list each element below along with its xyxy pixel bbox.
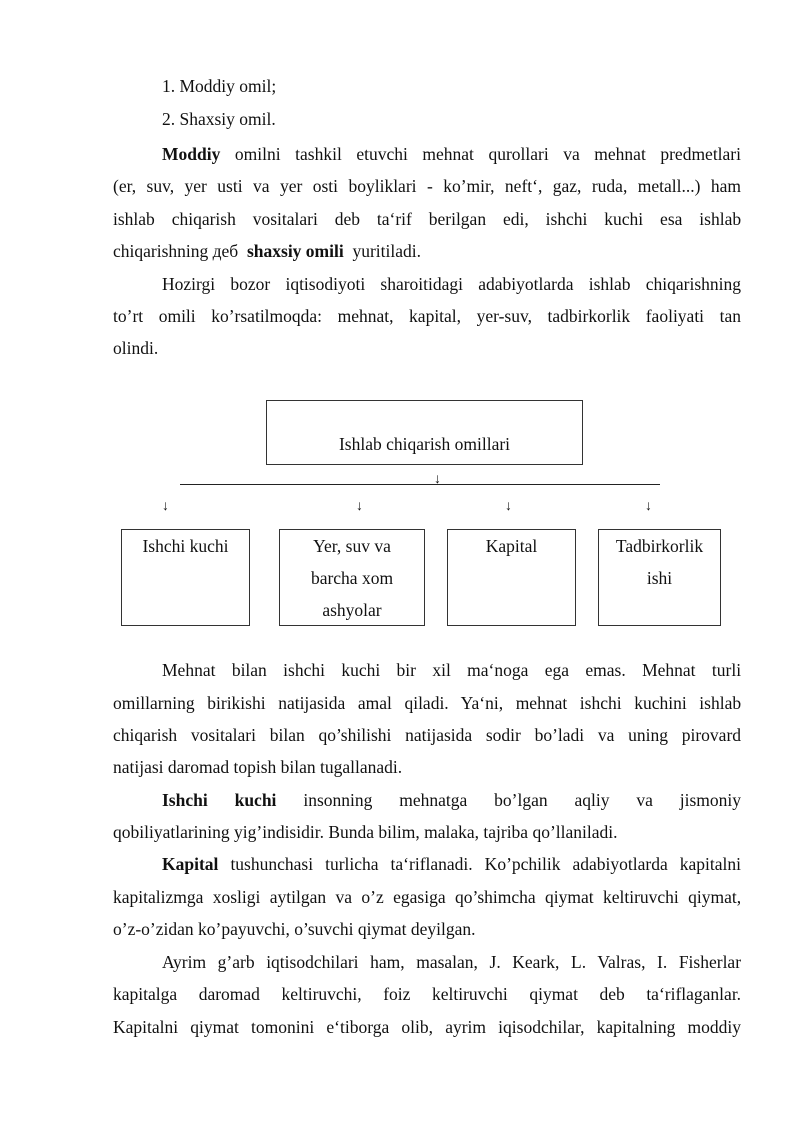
para5-line1 [162, 853, 741, 875]
box-labor-line1: Ishchi kuchi [142, 536, 229, 556]
para1-line3: ishlab chiqarish vositalari deb ta‘rif berilgan edi, ishchi kuchi esa ishlab [113, 209, 742, 229]
diagram-box-labor [121, 529, 250, 626]
para2-line2: to’rt omili ko’rsatilmoqda: mehnat, kapital, yer-suv, tadbirkorlik faoliyati tan [113, 306, 741, 326]
list-item-2: 2. Shaxsiy omil. [162, 109, 276, 129]
para4-bold-term: Ishchi kuchi [162, 790, 277, 810]
diagram-box-capital [447, 529, 576, 626]
para5-bold-term: Kapital [162, 854, 219, 874]
para4-line1-text: insonning mehnatga bo’lgan aqliy va jismoniy [303, 790, 742, 810]
para5-line1-text: tushunchasi turlicha ta‘riflanadi. Ko’pchilik adabiyotlarda kapitalni [230, 854, 741, 874]
para3-line3: chiqarish vositalari bilan qo’shilishi natijasida sodir bo’ladi va uning pirovard [113, 725, 742, 745]
para2-line3: olindi. [113, 338, 159, 358]
para1-line4-post: yuritiladi. [352, 241, 422, 261]
para1-line1 [162, 143, 741, 165]
diagram-root-label: Ishlab chiqarish omillari [338, 434, 511, 454]
para1-line2: (er, suv, yer usti va yer osti boyliklari - ko’mir, neft‘, gaz, ruda, metall...) ham [113, 176, 742, 196]
list-item-1: 1. Moddiy omil; [162, 76, 277, 96]
box-land-line3: ashyolar [322, 600, 382, 620]
box-land-line2: barcha xom [310, 568, 394, 588]
para1-bold-term: Moddiy [162, 144, 221, 164]
diagram-root-arrow: ↓ [434, 472, 441, 487]
para1-line4-bold: shaxsiy omili [246, 241, 344, 261]
arrow-to-box-1: ↓ [162, 499, 169, 514]
diagram-root-box [266, 400, 583, 465]
arrow-to-box-4: ↓ [645, 499, 652, 514]
para3-line4: natijasi daromad topish bilan tugallanadi. [113, 757, 403, 777]
diagram-box-land [279, 529, 425, 626]
para3-line1: Mehnat bilan ishchi kuchi bir xil ma‘noga ega emas. Mehnat turli [162, 660, 742, 680]
arrow-to-box-3: ↓ [505, 499, 512, 514]
para1-line4 [113, 240, 421, 262]
para4-line1 [162, 789, 741, 811]
para1-line1-text: omilni tashkil etuvchi mehnat qurollari va mehnat predmetlari [234, 144, 741, 164]
box-capital-line1: Kapital [485, 536, 538, 556]
box-land-line1: Yer, suv va [313, 536, 391, 556]
box-entrepreneurship-line1: Tadbirkorlik [615, 536, 704, 556]
box-entrepreneurship-line2: ishi [646, 568, 673, 588]
para4-line2: qobiliyatlarining yig’indisidir. Bunda bilim, malaka, tajriba qo’llaniladi. [113, 822, 618, 842]
diagram-connector-line [180, 484, 660, 485]
para5-line2: kapitalizmga xosligi aytilgan va o’z egasiga qo’shimcha qiymat keltiruvchi qiymat, [113, 887, 742, 907]
diagram-box-entrepreneurship [598, 529, 721, 626]
para6-line2: kapitalga daromad keltiruvchi, foiz keltiruvchi qiymat deb ta‘riflaganlar. [113, 984, 742, 1004]
para2-line1: Hozirgi bozor iqtisodiyoti sharoitidagi adabiyotlarda ishlab chiqarishning [162, 274, 741, 294]
para3-line2: omillarning birikishi natijasida amal qiladi. Ya‘ni, mehnat ishchi kuchini ishlab [113, 693, 742, 713]
para1-line4-pre: chiqarishning деб [113, 241, 239, 261]
para6-line3: Kapitalni qiymat tomonini e‘tiborga olib, ayrim iqisodchilar, kapitalning moddiy [113, 1017, 741, 1037]
arrow-to-box-2: ↓ [356, 499, 363, 514]
para6-line1: Ayrim g’arb iqtisodchilari ham, masalan, J. Keark, L. Valras, I. Fisherlar [162, 952, 742, 972]
para5-line3: o’z-o’zidan ko’payuvchi, o’suvchi qiymat deyilgan. [113, 919, 476, 939]
